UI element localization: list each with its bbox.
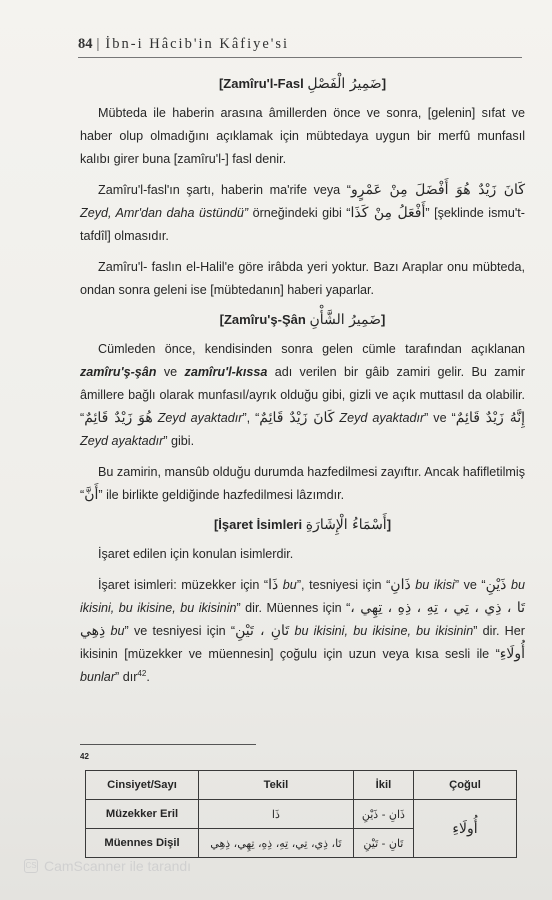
table-header-row [86,771,517,800]
table-header: İkil [353,771,413,800]
footnote-number: 42 [80,752,89,761]
table-cell: Müzekker Eril [86,800,199,829]
heading-zamiru-l-fasl: [Zamîru'l-Fasl ضَمِيرُ الْفَصْلِ] [218,76,387,92]
table-cell: تَا، ذِي، تِي، تِهِ، ذِهِ، تِهِي، ذِهِي [199,829,354,858]
table-header: Cinsiyet/Sayı [86,771,199,800]
footnote-table [85,770,517,858]
heading-zamiru-s-san: [Zamîru'ş-Şân ضَمِيرُ الشَّأْنِ] [219,312,386,328]
table-cell: ذَانِ - ذَيْنِ [353,800,413,829]
table-cell: ذَا [199,800,354,829]
table-cell: تَانِ - تَيْنِ [353,829,413,858]
table-row [86,800,517,829]
camscanner-icon: CS [24,859,38,873]
table-cell: Müennes Dişil [86,829,199,858]
paragraph: İşaret edilen için konulan isimlerdir. [98,547,294,561]
paragraph: İşaret isimleri: müzekker için “ذَا bu”, tesniyesi için “ذَانِ bu ikisi” ve “ذَيْنِ bu ikisini, bu ikisine, bu ikisinin” dir. Müennes için “تَا ، ذِي ، تِي ، تِهِ ، ذِهِ ، تِهِي ، ذِهِي bu” ve tesniyesi için “تَانِ ، تَيْنِ bu ikisini, bu ikisine, bu ikisinin” dir. Her ikisinin [müzekker ve müennesin] çoğulu için uzun veya kısa sesli ile “أُولَاءِ bunlar” dır$^{42}$. [80,577,525,684]
page-number: 84 [78,36,93,52]
paragraph: Bu zamirin, mansûb olduğu durumda hazfedilmesi zayıftır. Ancak hafifletilmiş “أَنَّ” ile birlikte geldiğinde hazfedilmesi lâzımdır. [80,465,525,503]
paragraph: Zamîru'l-fasl'ın şartı, haberin ma'rife veya “كَانَ زَيْدٌ هُوَ أَفْضَلَ مِنْ عَمْرٍو Zeyd, Amr'dan daha üstündü” örneğindeki gibi “أَفْعَلُ مِنْ كَذَا” [şeklinde ismu't-tafdîl] olmasıdır. [80,182,525,243]
header-separator: | [96,36,102,52]
table-cell: أُولَاءِ [414,800,517,858]
table-header: Çoğul [414,771,517,800]
paragraph: Cümleden önce, kendisinden sonra gelen cümle tarafından açıklanan zamîru'ş-şân ve zamîru'l-kıssa adı verilen bir gâib zamiri gelir. Bu zamir âmillere bağlı olarak munfasıl/ayrık olduğu gibi, gizli ve açık muttasıl da olabilir. “هُوَ زَيْدٌ قَائِمٌ Zeyd ayaktadır”, “كَانَ زَيْدٌ قَائِمٌ Zeyd ayaktadır” ve “إِنَّهُ زَيْدٌ قَائِمٌ Zeyd ayaktadır” gibi. [80,342,525,448]
running-head [78,36,522,53]
heading-isaret-isimleri: [İşaret İsimleri أَسْمَاءُ الْإِشَارَةِ] [213,517,392,533]
table-header: Tekil [199,771,354,800]
paragraph: Mübteda ile haberin arasına âmillerden önce ve sonra, [gelenin] sıfat ve haber olup olmadığını açıklamak için mübtedaya uygun bir merfû munfasıl kalıbı girer buna [zamîru'l-] fasl denir. [80,106,525,166]
page-body [80,68,525,689]
book-title: İbn-i Hâcib'in Kâfiye'si [105,36,290,52]
header-rule [78,57,522,58]
footnote-rule [80,744,256,745]
paragraph: Zamîru'l- faslın el-Halil'e göre irâbda yeri yoktur. Bazı Araplar onu mübteda, ondan sonra geleni ise [mübtedanın] haberi yaparlar. [80,260,525,297]
scanner-watermark: CS CamScanner ile tarandı [25,858,192,874]
